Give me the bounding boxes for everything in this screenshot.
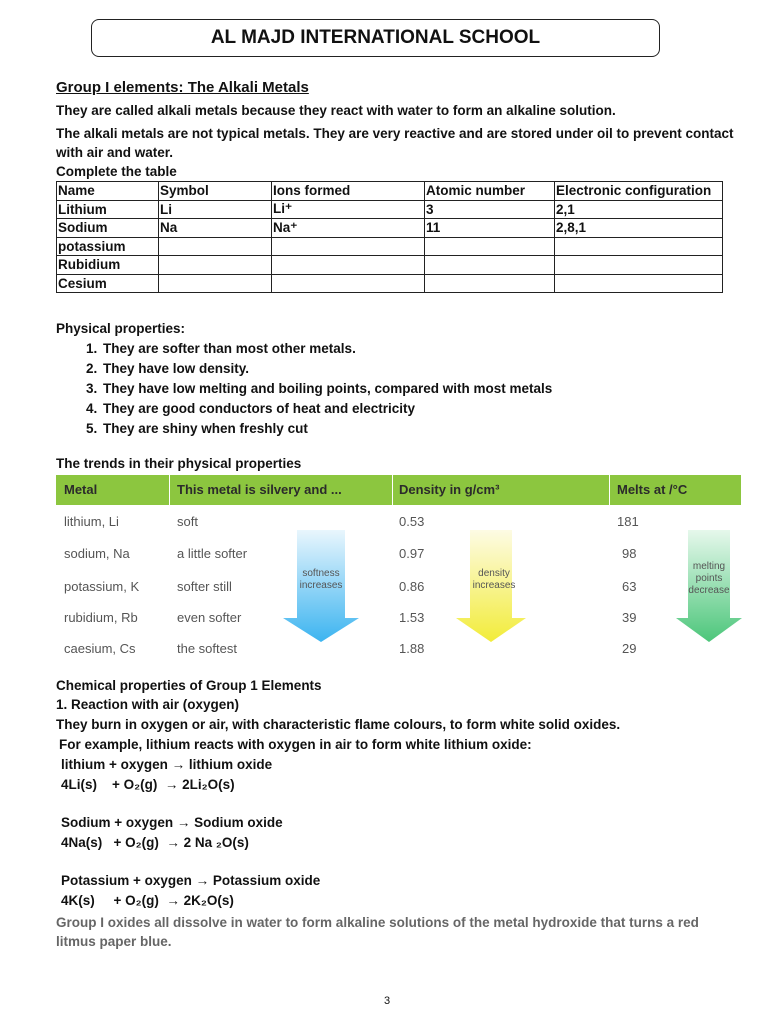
blank-cell[interactable] xyxy=(555,237,723,256)
trend-cell: potassium, K xyxy=(64,579,140,594)
trend-cell: 63 xyxy=(622,579,637,594)
trend-cell: 29 xyxy=(622,641,637,656)
conclusion-line: litmus paper blue. xyxy=(56,934,172,949)
table-cell: 3 xyxy=(425,200,555,219)
trend-cell: lithium, Li xyxy=(64,514,119,529)
blank-cell[interactable] xyxy=(425,256,555,275)
blank-cell[interactable] xyxy=(425,274,555,293)
blank-cell[interactable] xyxy=(555,274,723,293)
trend-cell: rubidium, Rb xyxy=(64,610,138,625)
table-cell: Lithium xyxy=(57,200,159,219)
table-cell: Na xyxy=(159,219,272,238)
blank-cell[interactable] xyxy=(272,256,425,275)
softness-arrow-label: softness increases xyxy=(299,568,343,591)
trends-table xyxy=(56,475,741,665)
trends-header-cell: This metal is silvery and ... xyxy=(177,482,342,497)
table-row xyxy=(57,274,723,293)
trend-cell: 1.53 xyxy=(399,610,425,625)
chemical-subtitle: 1. Reaction with air (oxygen) xyxy=(56,697,240,712)
blank-cell[interactable] xyxy=(159,237,272,256)
list-item: 5. They are shiny when freshly cut xyxy=(101,419,552,439)
blank-cell[interactable] xyxy=(555,256,723,275)
list-item: 2. They have low density. xyxy=(101,359,552,379)
symbol-equation: 4Na(s) + O₂(g) → 2 Na ₂O(s) xyxy=(61,835,249,850)
trend-cell: the softest xyxy=(177,641,237,656)
table-header-cell: Atomic number xyxy=(425,182,555,201)
table-row xyxy=(57,200,723,219)
trend-cell: caesium, Cs xyxy=(64,641,136,656)
table-row xyxy=(57,219,723,238)
table-cell: Na⁺ xyxy=(272,219,425,238)
trend-cell: 1.88 xyxy=(399,641,425,656)
word-equation: Sodium + oxygen → Sodium oxide xyxy=(61,815,283,830)
word-equation: Potassium + oxygen → Potassium oxide xyxy=(61,873,321,888)
chemical-example: For example, lithium reacts with oxygen in air to form white lithium oxide: xyxy=(59,737,532,752)
trends-header-cell: Density in g/cm³ xyxy=(399,482,500,497)
trend-cell: 181 xyxy=(617,514,639,529)
blank-cell[interactable] xyxy=(425,237,555,256)
intro-line: They are called alkali metals because they react with water to form an alkaline solution. xyxy=(56,103,616,118)
word-equation: lithium + oxygen → lithium oxide xyxy=(61,757,273,772)
blank-cell[interactable] xyxy=(272,274,425,293)
blank-cell[interactable] xyxy=(159,256,272,275)
section-title: Group I elements: The Alkali Metals xyxy=(56,79,309,96)
table-cell: 11 xyxy=(425,219,555,238)
table-row xyxy=(57,256,723,275)
table-header-cell: Symbol xyxy=(159,182,272,201)
table-cell: Cesium xyxy=(57,274,159,293)
trend-cell: a little softer xyxy=(177,546,248,561)
table-header-row xyxy=(57,182,723,201)
trend-cell: 0.86 xyxy=(399,579,425,594)
table-header-cell: Ions formed xyxy=(272,182,425,201)
table-cell: Sodium xyxy=(57,219,159,238)
table-cell: 2,8,1 xyxy=(555,219,723,238)
table-cell: Rubidium xyxy=(57,256,159,275)
table-cell: 2,1 xyxy=(555,200,723,219)
trend-cell: 0.53 xyxy=(399,514,425,529)
trend-cell: soft xyxy=(177,514,198,529)
table-cell: potassium xyxy=(57,237,159,256)
intro-line: The alkali metals are not typical metals. They are very reactive and are stored under oil to prevent contact xyxy=(56,126,734,141)
conclusion-line: Group I oxides all dissolve in water to form alkaline solutions of the metal hydroxide that turns a red xyxy=(56,915,699,930)
trends-title: The trends in their physical properties xyxy=(56,456,302,471)
density-arrow-label: density increases xyxy=(472,568,516,591)
symbol-equation: 4Li(s) + O₂(g) → 2Li₂O(s) xyxy=(61,777,235,792)
melting-arrow-label: melting points decrease xyxy=(688,561,730,596)
table-header-cell: Name xyxy=(57,182,159,201)
table-row xyxy=(57,237,723,256)
trend-cell: 98 xyxy=(622,546,637,561)
trend-cell: sodium, Na xyxy=(64,546,130,561)
trend-cell: 0.97 xyxy=(399,546,425,561)
trend-cell: softer still xyxy=(177,579,232,594)
physical-title: Physical properties: xyxy=(56,321,186,336)
blank-cell[interactable] xyxy=(159,274,272,293)
table-cell: Li xyxy=(159,200,272,219)
trend-cell: 39 xyxy=(622,610,637,625)
element-table xyxy=(56,181,723,293)
page-number: 3 xyxy=(384,995,391,1007)
trends-header-cell: Melts at /°C xyxy=(617,482,688,497)
chemical-title: Chemical properties of Group 1 Elements xyxy=(56,678,322,693)
list-item: 1. They are softer than most other metals. xyxy=(101,339,552,359)
table-instruction: Complete the table xyxy=(56,164,177,179)
table-cell: Li⁺ xyxy=(272,200,425,219)
blank-cell[interactable] xyxy=(272,237,425,256)
list-item: 3. They have low melting and boiling points, compared with most metals xyxy=(101,379,552,399)
chemical-description: They burn in oxygen or air, with characteristic flame colours, to form white solid oxides. xyxy=(56,717,621,732)
school-header xyxy=(91,19,660,57)
school-title: AL MAJD INTERNATIONAL SCHOOL xyxy=(210,27,541,48)
trend-cell: even softer xyxy=(177,610,242,625)
physical-properties-list xyxy=(56,339,552,439)
symbol-equation: 4K(s) + O₂(g) → 2K₂O(s) xyxy=(61,893,234,908)
intro-line: with air and water. xyxy=(56,145,174,160)
table-header-cell: Electronic configuration xyxy=(555,182,723,201)
list-item: 4. They are good conductors of heat and electricity xyxy=(101,399,552,419)
trends-header-cell: Metal xyxy=(64,482,98,497)
